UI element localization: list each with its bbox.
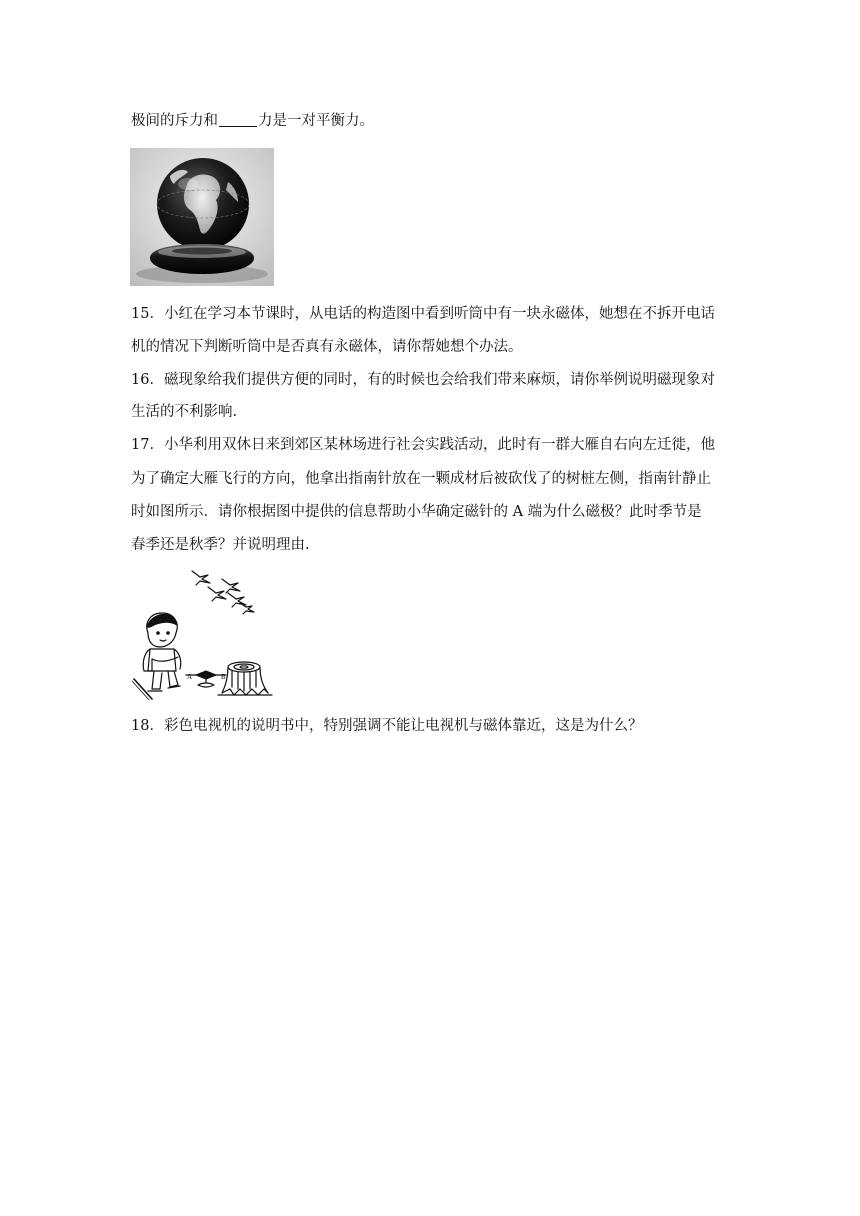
tree-stump-icon	[218, 662, 272, 695]
q14-tail-line	[131, 111, 374, 131]
needle-label-b: B	[221, 673, 226, 681]
goose-3-icon	[208, 587, 226, 601]
q16-line-1: 16．磁现象给我们提供方便的同时，有的时候也会给我们带来麻烦，请你举例说明磁现象对	[131, 372, 715, 388]
q17-line-2: 为了确定大雁飞行的方向，他拿出指南针放在一颗成材后被砍伐了的树桩左侧，指南针静止	[131, 471, 711, 487]
goose-1-icon	[192, 571, 210, 585]
answer-blank	[219, 112, 257, 127]
q14-text-after: 力是一对平衡力。	[258, 113, 374, 129]
goose-2-icon	[222, 579, 240, 593]
q15-line-1: 15．小红在学习本节课时，从电话的构造图中看到听筒中有一块永磁体，她想在不拆开电话	[131, 306, 715, 322]
levitating-globe-illustration	[130, 148, 274, 286]
q17-line-3: 时如图所示．请你根据图中提供的信息帮助小华确定磁针的 A 端为什么磁极？此时季节是	[131, 504, 702, 520]
q17-line-4: 春季还是秋季？并说明理由.	[131, 537, 310, 553]
q14-text-before: 极间的斥力和	[131, 113, 218, 129]
needle-label-a: A	[187, 673, 193, 681]
boy-figure	[132, 613, 181, 700]
q15-line-2: 机的情况下判断听筒中是否真有永磁体，请你帮她想个办法。	[131, 339, 523, 355]
q16-line-2: 生活的不利影响.	[131, 404, 238, 420]
q18-line-1: 18．彩色电视机的说明书中，特别强调不能让电视机与磁体靠近，这是为什么？	[131, 718, 643, 734]
levitating-globe-image	[130, 148, 274, 286]
q17-line-1: 17．小华利用双休日来到郊区某林场进行社会实践活动，此时有一群大雁自右向左迁徙，他	[131, 437, 715, 453]
compass-geese-illustration	[130, 567, 276, 700]
goose-5-icon	[240, 603, 254, 614]
